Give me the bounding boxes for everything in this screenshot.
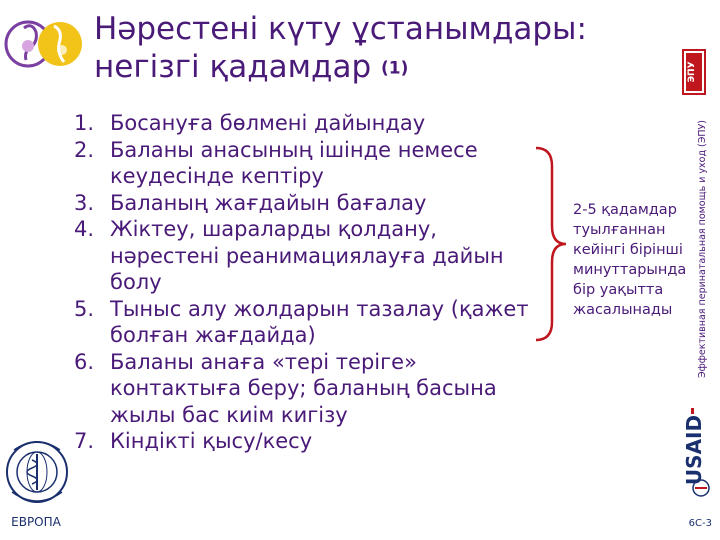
usaid-logo-icon [682, 398, 717, 502]
curly-brace-icon [532, 146, 572, 342]
mother-child-logo-icon [4, 6, 84, 82]
list-item [74, 190, 534, 217]
list-item [74, 216, 534, 296]
slide-title-text: Нәрестені күту ұстанымдары: негізгі қадамдар [94, 11, 587, 85]
list-item [74, 110, 534, 137]
step-text: Босануға бөлмені дайындау [110, 111, 426, 135]
step-text: Тыныс алу жолдарын тазалау (қажет болған жағдайда) [110, 296, 529, 347]
step-number: 6. [74, 349, 95, 374]
step-text: Кіндікті қысу/кесу [110, 429, 313, 453]
step-text: Баланы анасының ішінде немесе кеудесінде кептіру [110, 137, 478, 188]
list-item [74, 349, 534, 429]
list-item [74, 296, 534, 349]
epu-badge-icon [683, 50, 705, 94]
epu-badge-text: ЭПУ [687, 61, 697, 83]
steps-list [74, 110, 534, 455]
side-strip-text: Эффективная перинатальная помощь и уход (ЭПУ) [697, 119, 708, 378]
step-number: 7. [74, 429, 95, 453]
slide-number: 6C-3 [688, 518, 712, 529]
steps-note: 2-5 қадамдар туылғаннан кейінгі бірінші минуттарында бір уақытта жасалынады [573, 202, 687, 318]
step-number: 2. [74, 137, 95, 162]
step-text: Баланы анаға «тері теріге» контактыға беру; баланың басына жылы бас киім кигізу [110, 349, 497, 427]
region-label: ЕВРОПА [11, 515, 61, 529]
step-text: Жіктеу, шараларды қолдану, нәрестені реанимациялауға дайын болу [110, 217, 504, 294]
slide-title-number: (1) [380, 58, 409, 79]
step-number: 5. [74, 296, 95, 321]
who-emblem-icon [2, 432, 72, 516]
usaid-logo-text: USAID [682, 414, 706, 486]
slide-title [94, 10, 694, 88]
step-number: 4. [74, 217, 95, 241]
list-item [74, 137, 534, 190]
step-number: 1. [74, 111, 95, 135]
step-number: 3. [74, 190, 95, 215]
step-text: Баланың жағдайын бағалау [110, 190, 427, 215]
list-item [74, 428, 534, 455]
